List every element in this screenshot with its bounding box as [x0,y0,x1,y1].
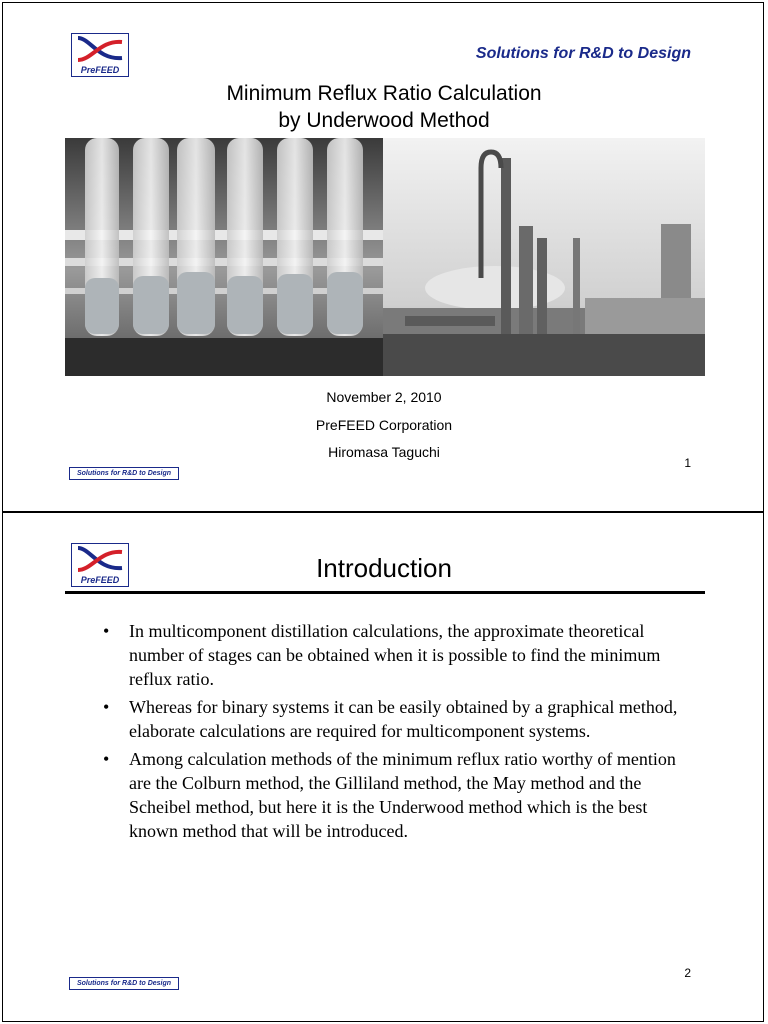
slide-title-line-1: Minimum Reflux Ratio Calculation [226,82,542,105]
company-name: PreFEED Corporation [315,417,453,433]
bullet-text: Among calculation methods of the minimum reflux ratio worthy of mention are the Colburn method, the Gilliland method, the May method and the Scheibel method, but here it is the Underwood method which is the best known method that will be introduced. [129,749,676,841]
prefeed-logo [71,33,129,77]
cover-photos [65,138,705,376]
bullet-text: Whereas for binary systems it can be easily obtained by a graphical method, elaborate calculations are required for multicomponent systems. [129,697,678,741]
bullet-marker: • [103,749,110,769]
slide-2 [2,512,764,1022]
bullet-marker: • [103,697,110,717]
presentation-date: November 2, 2010 [326,389,442,405]
test-tubes-photo [65,138,383,376]
footer-label: Solutions for R&D to Design [69,467,179,480]
tagline: Solutions for R&D to Design [475,45,691,62]
list-item [103,619,683,691]
title-divider [65,591,705,594]
prefeed-logo-icon [72,34,128,64]
author-name: Hiromasa Taguchi [328,444,440,460]
list-item [103,695,683,743]
footer-label: Solutions for R&D to Design [69,977,179,990]
bullet-marker: • [103,621,110,641]
logo-text: PreFEED [80,65,120,75]
slide-1 [2,2,764,512]
logo-text: PreFEED [80,575,120,585]
refinery-photo [383,138,705,376]
page-number: 1 [684,456,691,470]
page-number: 2 [684,966,691,980]
slide-title: Introduction [316,553,452,583]
list-item [103,747,683,843]
slide-title-line-2: by Underwood Method [278,109,490,132]
bullet-text: In multicomponent distillation calculations, the approximate theoretical number of stages can be obtained when it is possible to find the minimum reflux ratio. [129,621,661,689]
bullet-list [103,619,683,847]
